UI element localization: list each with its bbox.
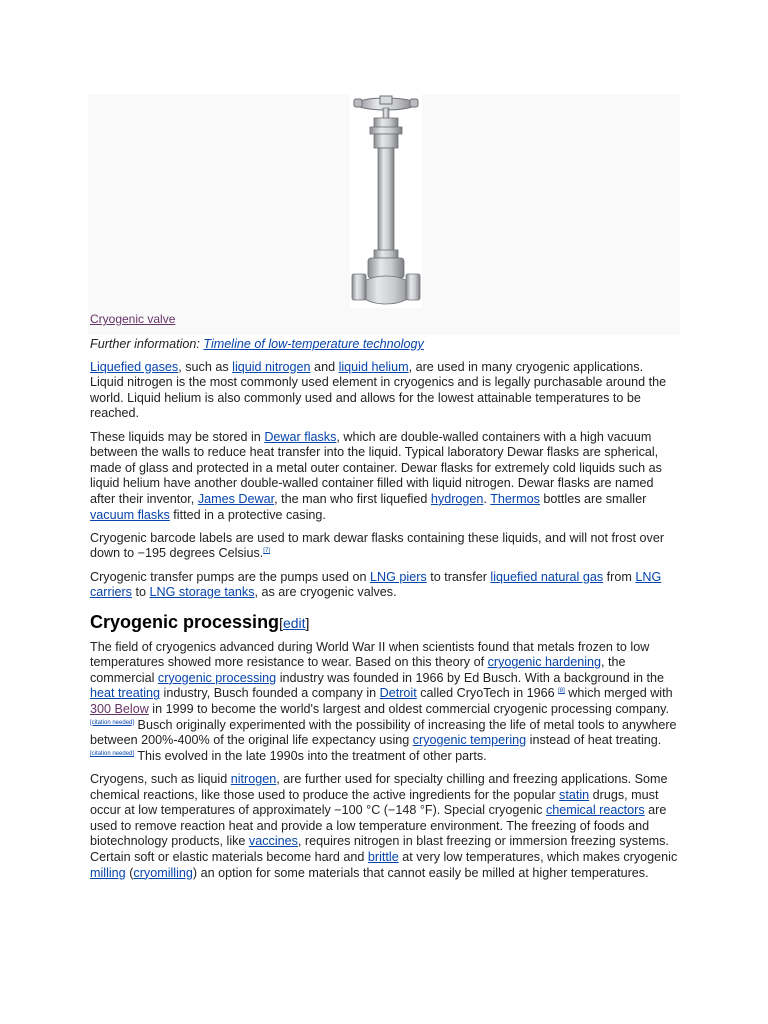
vacuum-flasks-link[interactable]: vacuum flasks bbox=[90, 507, 170, 522]
paragraph-dewar-flasks bbox=[90, 430, 680, 524]
p6-text: at very low temperatures, which makes cryogenic bbox=[398, 850, 678, 864]
p6-text: Cryogens, such as liquid bbox=[90, 772, 231, 787]
p6-text: drugs, must occur at low temperatures of approximately −100 °C (−148 °F). Special cryogenic bbox=[90, 787, 659, 818]
edit-bracket-open: [ bbox=[279, 614, 283, 631]
lng-storage-tanks-link[interactable]: LNG storage tanks bbox=[149, 585, 255, 600]
p5-text: , the commercial bbox=[90, 655, 626, 685]
p6-text: ) an option for some materials that cannot easily be milled at higher temperatures. bbox=[192, 865, 649, 880]
liquefied-gases-link[interactable]: Liquefied gases bbox=[90, 359, 179, 374]
statin-link[interactable]: statin bbox=[559, 787, 590, 802]
p2-text: , which are double-walled containers with a high vacuum between the walls to reduce heat transfer into the liquid. Typical laboratory Dewar flasks are spherical, made of glass and protected in a metal outer container. Dewar flasks for extremely cold liquids such as liquid helium have another double-walled container filled with liquid nitrogen. Dewar flasks are named after their inventor, bbox=[90, 429, 662, 506]
paragraph-liquefied-gases bbox=[90, 360, 680, 422]
lng-piers-link[interactable]: LNG piers bbox=[370, 569, 427, 584]
p6-text: , are further used for specialty chilling and freezing applications. Some chemical reactions, like those used to produce the active ingredients for the popular bbox=[90, 772, 668, 802]
timeline-link[interactable]: Timeline of low-temperature technology bbox=[203, 337, 424, 351]
paragraph-barcode-labels bbox=[90, 531, 680, 562]
p2-text: fitted in a protective casing. bbox=[169, 507, 326, 522]
p5-text: industry was founded in 1966 by Ed Busch. With a background in the bbox=[276, 670, 665, 685]
vaccines-link[interactable]: vaccines bbox=[248, 834, 298, 849]
reference-7-link[interactable]: [7] bbox=[263, 548, 270, 555]
detroit-link[interactable]: Detroit bbox=[379, 686, 417, 701]
p1-text: , are used in many cryogenic applications. Liquid nitrogen is the most commonly used element in cryogenics and is legally purchasable around the world. Liquid helium is also commonly used and allows for the lowest attainable temperatures to be reached. bbox=[90, 359, 667, 421]
thermos-link[interactable]: Thermos bbox=[490, 491, 540, 506]
liquid-helium-link[interactable]: liquid helium bbox=[338, 359, 409, 374]
p5-text: in 1999 to become the world's largest and oldest commercial cryogenic processing company. bbox=[148, 702, 669, 717]
p5-text: This evolved in the late 1990s into the treatment of other parts. bbox=[134, 748, 487, 763]
milling-link[interactable]: milling bbox=[90, 865, 126, 880]
p5-text: called CryoTech in 1966 bbox=[416, 686, 559, 701]
cryogenic-hardening-link[interactable]: cryogenic hardening bbox=[487, 655, 602, 670]
p5-text: instead of heat treating. bbox=[526, 733, 662, 748]
edit-bracket-close: ] bbox=[305, 614, 310, 631]
p6-text: , requires nitrogen in blast freezing or immersion freezing systems. Certain soft or elastic materials become hard and bbox=[90, 834, 669, 864]
p6-text: ( bbox=[125, 865, 134, 880]
p2-text: These liquids may be stored in bbox=[90, 429, 265, 444]
p5-text: which merged with bbox=[564, 686, 673, 701]
p4-text: Cryogenic transfer pumps are the pumps used on bbox=[90, 569, 371, 584]
p3-text: Cryogenic barcode labels are used to mark dewar flasks containing these liquids, and will not frost over down to −195 degrees Celsius. bbox=[90, 530, 665, 561]
article-content bbox=[90, 337, 680, 889]
p1-text: and bbox=[310, 359, 339, 374]
p2-text: . bbox=[483, 491, 491, 506]
p5-text: Busch originally experimented with the possibility of increasing the life of metal tools to anywhere between 200%-400% of the original life expectancy using bbox=[90, 717, 677, 748]
p6-text: are used to remove reaction heat and provide a low temperature environment. The freezing of foods and biotechnology products, like bbox=[90, 803, 667, 849]
p5-text: industry, Busch founded a company in bbox=[160, 686, 380, 701]
p2-text: , the man who first liquefied bbox=[274, 491, 431, 506]
p2-text: bottles are smaller bbox=[539, 491, 647, 506]
p4-text: to transfer bbox=[426, 569, 491, 584]
300-below-link[interactable]: 300 Below bbox=[90, 702, 149, 717]
p5-text: The field of cryogenics advanced during World War II when scientists found that metals frozen to low temperatures showed more resistance to wear. Based on this theory of bbox=[90, 639, 650, 670]
citation-needed-link[interactable]: [citation needed] bbox=[90, 719, 135, 726]
dewar-flasks-link[interactable]: Dewar flasks bbox=[264, 429, 337, 444]
heat-treating-link[interactable]: heat treating bbox=[90, 686, 161, 701]
citation-needed-link[interactable]: [citation needed] bbox=[90, 750, 135, 757]
p4-text: to bbox=[131, 585, 150, 600]
hatnote bbox=[90, 337, 680, 353]
chemical-reactors-link[interactable]: chemical reactors bbox=[545, 803, 645, 818]
figure-caption[interactable]: Cryogenic valve bbox=[90, 312, 176, 326]
section-title: Cryogenic processing bbox=[90, 611, 280, 632]
liquid-nitrogen-link[interactable]: liquid nitrogen bbox=[232, 359, 311, 374]
cryogenic-tempering-link[interactable]: cryogenic tempering bbox=[412, 733, 527, 748]
p1-text: , such as bbox=[178, 359, 233, 374]
hatnote-prefix: Further information: bbox=[90, 337, 204, 351]
paragraph-cryogenic-processing-history bbox=[90, 640, 680, 765]
brittle-link[interactable]: brittle bbox=[367, 850, 399, 864]
liquefied-natural-gas-link[interactable]: liquefied natural gas bbox=[490, 569, 604, 584]
james-dewar-link[interactable]: James Dewar bbox=[197, 491, 275, 506]
cryogenic-processing-link[interactable]: cryogenic processing bbox=[157, 670, 277, 685]
p4-text: , as are cryogenic valves. bbox=[254, 585, 397, 600]
p4-text: from bbox=[603, 569, 636, 584]
reference-8-link[interactable]: [8] bbox=[558, 688, 565, 695]
lng-carriers-link[interactable]: LNG carriers bbox=[90, 569, 662, 600]
image-figure bbox=[88, 94, 680, 335]
paragraph-cryogens-uses bbox=[90, 772, 680, 881]
valve-image[interactable] bbox=[350, 94, 422, 308]
nitrogen-link[interactable]: nitrogen bbox=[230, 772, 277, 787]
section-heading-cryogenic-processing bbox=[90, 611, 680, 634]
cryomilling-link[interactable]: cryomilling bbox=[133, 865, 193, 880]
edit-section-link[interactable]: edit bbox=[282, 614, 306, 631]
paragraph-transfer-pumps bbox=[90, 570, 680, 601]
edit-section bbox=[279, 615, 309, 631]
hydrogen-link[interactable]: hydrogen bbox=[430, 491, 484, 506]
